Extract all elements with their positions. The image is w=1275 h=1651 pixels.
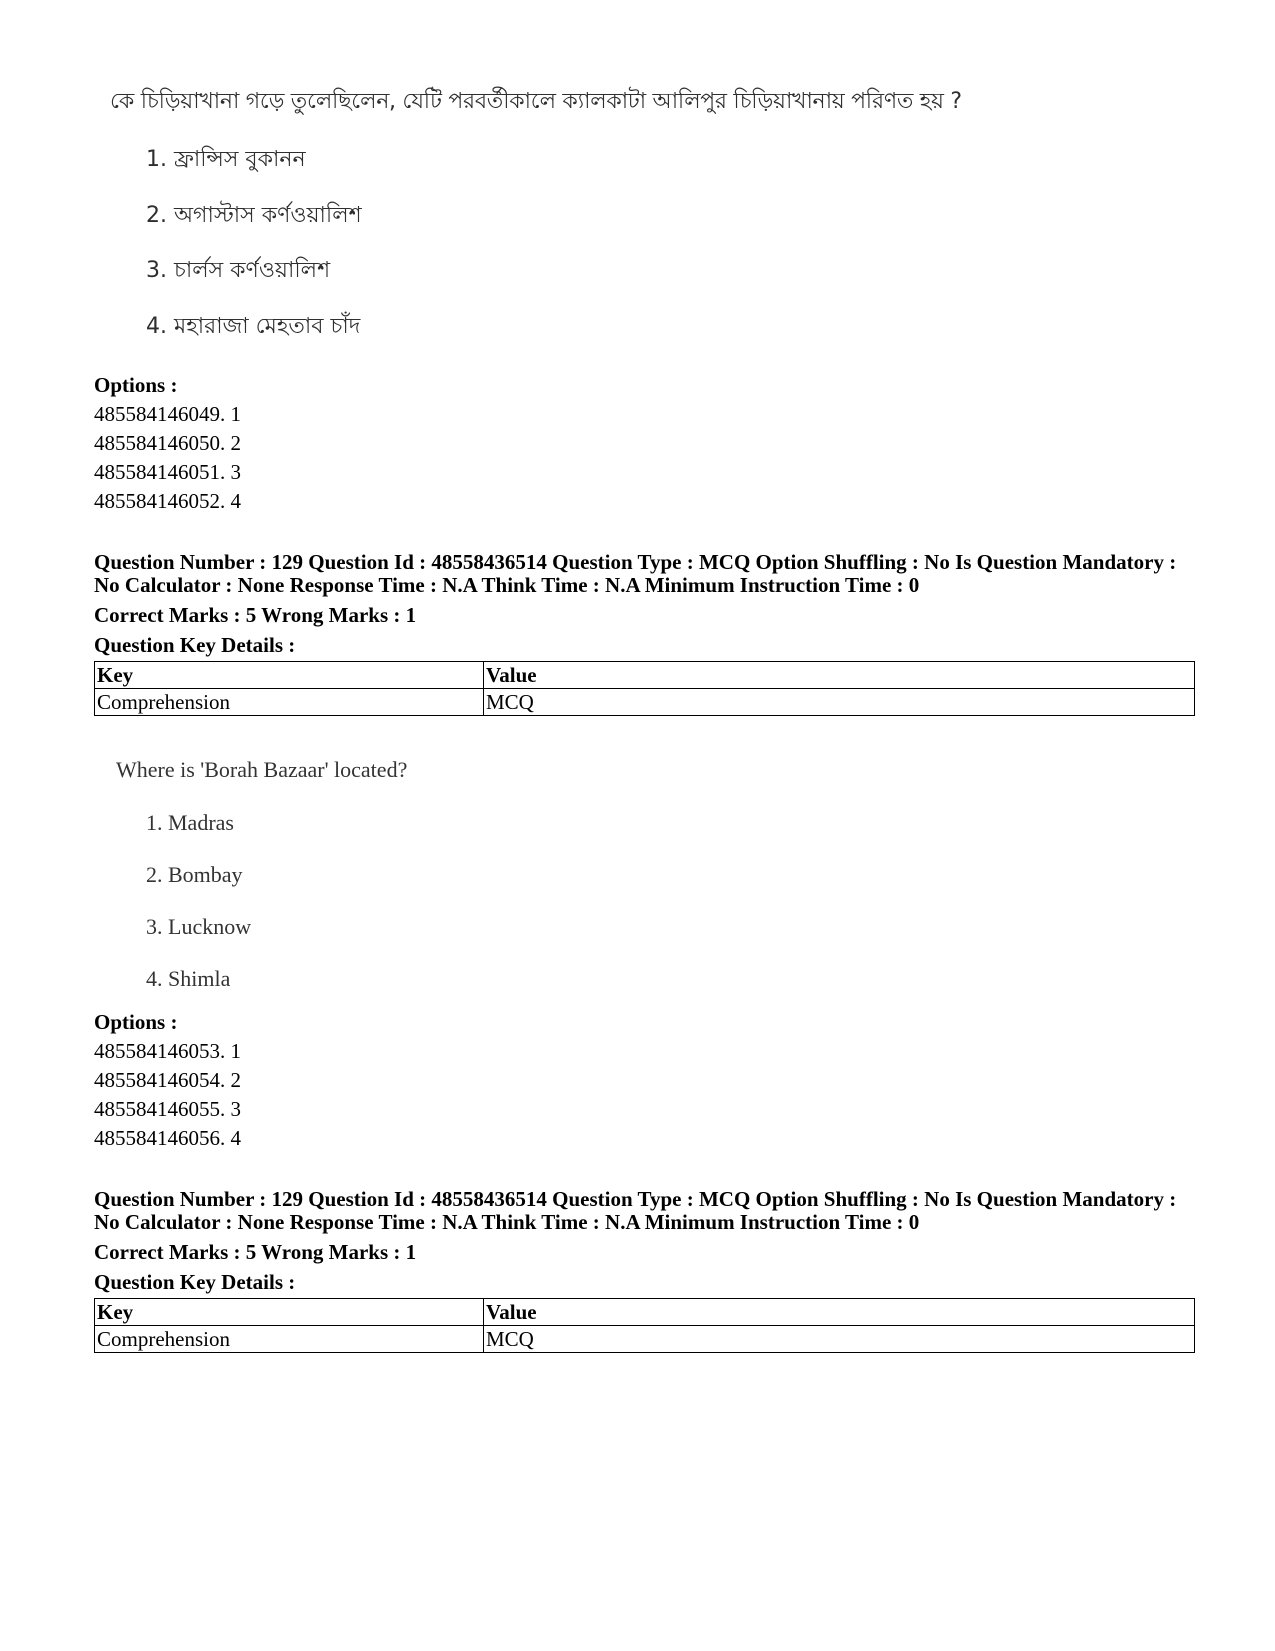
option-item: 485584146055. 3	[94, 1097, 241, 1121]
option-item: 485584146050. 2	[94, 431, 241, 455]
question-header	[94, 551, 1204, 716]
options-title: Options :	[94, 1010, 178, 1034]
key-details-title: Question Key Details :	[94, 1270, 296, 1294]
question-meta-line-1: Question Number : 129 Question Id : 48558436514 Question Type : MCQ Option Shuffling : No Is Question Mandatory :	[94, 1187, 1177, 1211]
question-header	[94, 1188, 1204, 1353]
question-image-bengali	[110, 84, 962, 339]
choice-3: 3. চার্লস কর্ণওয়ালিশ	[146, 258, 331, 283]
question-image-english	[110, 757, 408, 991]
table-header-key: Key	[95, 662, 484, 689]
table-header-key: Key	[95, 1299, 484, 1326]
table-row	[95, 689, 1195, 716]
option-item: 485584146052. 4	[94, 489, 241, 513]
options-list	[94, 371, 241, 516]
table-cell-key: Comprehension	[95, 1326, 484, 1353]
table-cell-value: MCQ	[484, 689, 1195, 716]
options-title: Options :	[94, 373, 178, 397]
choice-1: 1. Madras	[146, 810, 234, 835]
table-cell-key: Comprehension	[95, 689, 484, 716]
option-item: 485584146049. 1	[94, 402, 241, 426]
options-list	[94, 1008, 241, 1153]
question-meta-line-2: No Calculator : None Response Time : N.A Think Time : N.A Minimum Instruction Time : 0	[94, 1210, 920, 1234]
choice-2: 2. অগাস্টাস কর্ণওয়ালিশ	[146, 203, 362, 228]
option-item: 485584146054. 2	[94, 1068, 241, 1092]
table-row	[95, 1326, 1195, 1353]
option-item: 485584146056. 4	[94, 1126, 241, 1150]
question-marks: Correct Marks : 5 Wrong Marks : 1	[94, 603, 417, 627]
key-details-title: Question Key Details :	[94, 633, 296, 657]
table-cell-value: MCQ	[484, 1326, 1195, 1353]
key-details-table	[94, 661, 1195, 716]
choice-3: 3. Lucknow	[146, 914, 252, 939]
question-text: কে চিড়িয়াখানা গড়ে তুলেছিলেন, যেটি পরবর্তীকালে ক্যালকাটা আলিপুর চিড়িয়াখানায় পরিণত হয় ?	[110, 89, 962, 114]
option-item: 485584146053. 1	[94, 1039, 241, 1063]
question-text: Where is 'Borah Bazaar' located?	[116, 757, 408, 782]
table-header-row	[95, 1299, 1195, 1326]
choice-4: 4. Shimla	[146, 966, 231, 991]
choice-1: 1. ফ্রান্সিস বুকানন	[146, 147, 306, 172]
choice-4: 4. মহারাজা মেহতাব চাঁদ	[146, 314, 361, 339]
choice-2: 2. Bombay	[146, 862, 243, 887]
question-marks: Correct Marks : 5 Wrong Marks : 1	[94, 1240, 417, 1264]
question-meta-line-2: No Calculator : None Response Time : N.A Think Time : N.A Minimum Instruction Time : 0	[94, 573, 920, 597]
table-header-value: Value	[484, 1299, 1195, 1326]
option-item: 485584146051. 3	[94, 460, 241, 484]
table-header-value: Value	[484, 662, 1195, 689]
question-meta-line-1: Question Number : 129 Question Id : 48558436514 Question Type : MCQ Option Shuffling : No Is Question Mandatory :	[94, 550, 1177, 574]
key-details-table	[94, 1298, 1195, 1353]
table-header-row	[95, 662, 1195, 689]
